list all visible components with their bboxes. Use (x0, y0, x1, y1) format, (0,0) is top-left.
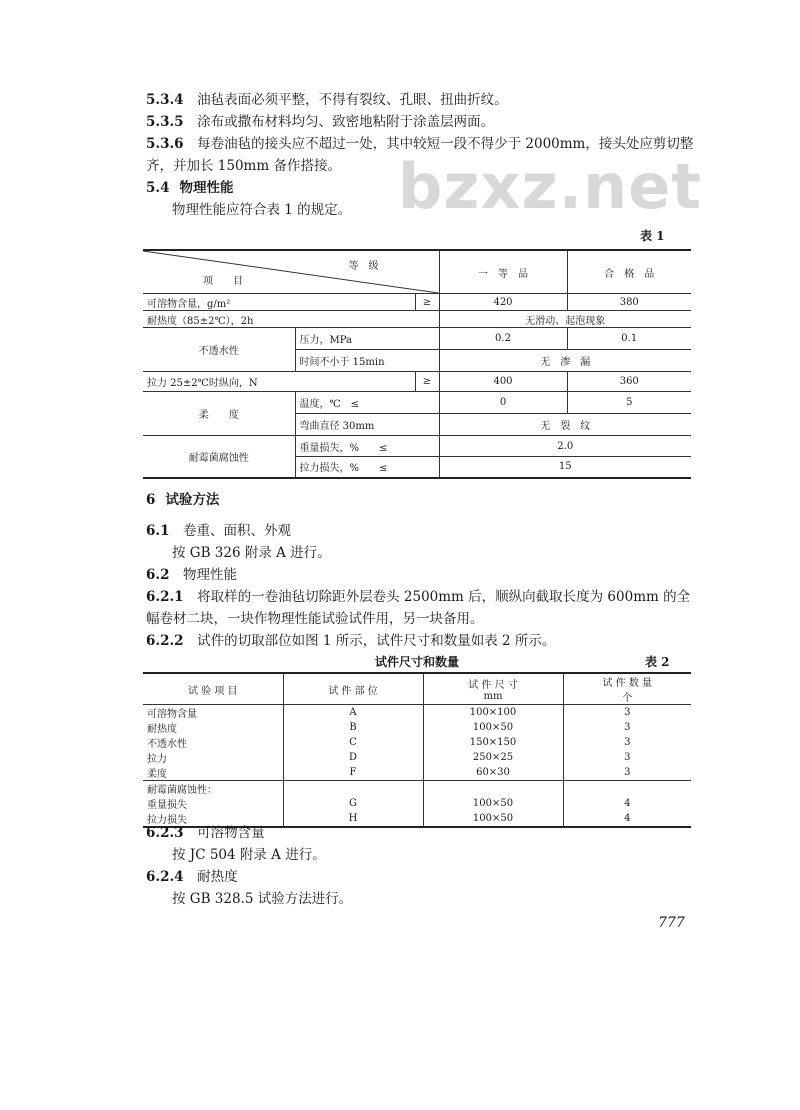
row-label: 柔 度 (143, 392, 295, 436)
cell-item: 不透水性 (143, 735, 283, 750)
section-title: 卷重、面积、外观 (183, 523, 291, 539)
cell-part: A (283, 705, 423, 721)
clause-text: 将取样的一卷油毡切除距外层卷头 2500mm 后，顺纵向截取长度为 600mm 的全幅卷材二块，一块作物理性能试验试件用，另一块备用。 (146, 589, 691, 627)
cell-part (283, 781, 423, 797)
cell-value: 420 (439, 294, 567, 311)
cell-item: 耐热度 (143, 720, 283, 735)
cell-part: D (283, 750, 423, 765)
cell-size: 60×30 (423, 765, 563, 781)
cell-item: 拉力 (143, 750, 283, 765)
clause-number: 5.3.4 (146, 92, 184, 108)
cell-size: 100×50 (423, 811, 563, 827)
cell-value: 无滑动、起泡现象 (439, 311, 691, 328)
paragraph-6-2-3: 按 JC 504 附录 A 进行。 (172, 847, 326, 863)
cell-qty: 4 (563, 811, 691, 827)
cell-value: 0.1 (567, 328, 691, 350)
row-label: 拉力 25±2℃时纵向，N (143, 372, 415, 392)
header-size-label: 试 件 尺 寸 (468, 680, 518, 691)
clause-5-3-5 (146, 111, 694, 133)
section-6-heading (146, 489, 694, 511)
clause-number: 5.3.5 (146, 114, 184, 130)
clause-text: 试件的切取部位如图 1 所示，试件尺寸和数量如表 2 所示。 (197, 633, 556, 649)
cell-qty: 3 (563, 750, 691, 765)
header-size-unit: mm (483, 691, 503, 702)
cell-item: 柔度 (143, 765, 283, 781)
section-number: 6 (146, 492, 156, 508)
table-2 (143, 672, 691, 828)
cell-size: 100×100 (423, 705, 563, 721)
cell-value: 2.0 (439, 436, 691, 457)
cell-qty: 3 (563, 720, 691, 735)
section-title: 物理性能 (183, 567, 237, 583)
header-part: 试 件 部 位 (283, 673, 423, 705)
paragraph-6-1: 按 GB 326 附录 A 进行。 (172, 545, 331, 561)
table-row (143, 750, 691, 765)
cell-qty: 4 (563, 796, 691, 811)
sub-label: 温度，℃ ≤ (295, 392, 439, 414)
row-label: 可溶物含量，g/m² (143, 294, 415, 311)
watermark: bzxz.net (398, 150, 702, 223)
clause-5-3-4 (146, 89, 694, 111)
cell-value: 15 (439, 457, 691, 478)
sub-label: 压力，MPa (295, 328, 439, 350)
header-qty-unit: 个 (622, 693, 633, 704)
header-pass-grade: 合 格 品 (567, 250, 691, 294)
section-number: 6.2 (146, 567, 170, 583)
cell-item: 可溶物含量 (143, 705, 283, 721)
cell-value: 0.2 (439, 328, 567, 350)
clause-text: 每卷油毡的接头应不超过一处，其中较短一段不得少于 2000mm，接头处应剪切整齐，并加长 150mm 备作搭接。 (146, 136, 694, 174)
sub-label: 拉力损失，% ≤ (295, 457, 439, 478)
section-6-2-3-heading (146, 822, 694, 844)
clause-text: 涂布或撒布材料均匀、致密地粘附于涂盖层两面。 (197, 114, 495, 130)
section-6-1-heading (146, 520, 694, 542)
table1-caption: 表 1 (640, 229, 665, 243)
cell-qty: 3 (563, 705, 691, 721)
clause-6-2-1 (146, 586, 694, 630)
clause-6-2-2 (146, 630, 694, 652)
row-label: 耐霉菌腐蚀性 (143, 436, 295, 478)
section-title: 耐热度 (197, 869, 238, 885)
header-first-grade: 一 等 品 (439, 250, 567, 294)
section-title: 试验方法 (165, 492, 220, 508)
cell-size: 250×25 (423, 750, 563, 765)
clause-number: 5.3.6 (146, 136, 184, 152)
table2-caption: 表 2 (645, 655, 670, 669)
header-grade: 等 级 (348, 261, 379, 272)
cell-item: 耐霉菌腐蚀性： (143, 781, 283, 797)
cell-qty (563, 781, 691, 797)
table-1 (143, 249, 691, 479)
table2-title: 试件尺寸和数量 (375, 655, 460, 669)
cell-size: 150×150 (423, 735, 563, 750)
header-size (423, 673, 563, 705)
clause-number: 6.2.1 (146, 589, 184, 605)
page-number: 777 (658, 915, 685, 931)
section-6-2-heading (146, 564, 694, 586)
cell-size: 100×50 (423, 796, 563, 811)
section-number: 6.2.3 (146, 825, 184, 841)
cell-qty: 3 (563, 735, 691, 750)
section-number: 6.1 (146, 523, 170, 539)
table-row (143, 796, 691, 811)
cell-value: 无 裂 纹 (439, 414, 691, 436)
sub-label: 重量损失，% ≤ (295, 436, 439, 457)
sub-label: 时间不小于 15min (295, 350, 439, 372)
table-row (143, 705, 691, 721)
clause-text: 油毡表面必须平整，不得有裂纹、孔眼、扭曲折纹。 (197, 92, 508, 108)
table-row (143, 781, 691, 797)
cell-qty: 3 (563, 765, 691, 781)
row-label: 耐热度（85±2℃），2h (143, 311, 439, 328)
cell-part: B (283, 720, 423, 735)
row-operator: ≥ (415, 372, 439, 392)
cell-value: 360 (567, 372, 691, 392)
cell-value: 5 (567, 392, 691, 414)
clause-5-3-6 (146, 133, 694, 177)
table-row (143, 720, 691, 735)
header-item: 试 验 项 目 (143, 673, 283, 705)
paragraph-6-2-4: 按 GB 328.5 试验方法进行。 (172, 891, 353, 907)
cell-value: 无 渗 漏 (439, 350, 691, 372)
section-6-2-4-heading (146, 866, 694, 888)
cell-part: F (283, 765, 423, 781)
section-5-4-heading (146, 177, 694, 199)
section-title: 可溶物含量 (197, 825, 265, 841)
cell-size (423, 781, 563, 797)
cell-value: 0 (439, 392, 567, 414)
row-label: 不透水性 (143, 328, 295, 372)
cell-value: 400 (439, 372, 567, 392)
cell-item: 重量损失 (143, 796, 283, 811)
header-item: 项 目 (203, 276, 243, 287)
row-operator: ≥ (415, 294, 439, 311)
cell-value: 380 (567, 294, 691, 311)
sub-label: 弯曲直径 30mm (295, 414, 439, 436)
header-qty-label: 试 件 数 量 (602, 678, 653, 689)
clause-number: 6.2.2 (146, 633, 184, 649)
header-qty (563, 673, 691, 705)
cell-size: 100×50 (423, 720, 563, 735)
section-number: 6.2.4 (146, 869, 184, 885)
cell-part: H (283, 811, 423, 827)
diagonal-line (143, 251, 439, 293)
section-number: 5.4 (146, 180, 170, 196)
section-title: 物理性能 (179, 180, 234, 196)
paragraph-5-4: 物理性能应符合表 1 的规定。 (172, 202, 352, 218)
table-row (143, 735, 691, 750)
table1-diagonal-header (143, 250, 439, 294)
table-row (143, 765, 691, 781)
cell-part: G (283, 796, 423, 811)
cell-item: 拉力损失 (143, 811, 283, 827)
cell-part: C (283, 735, 423, 750)
